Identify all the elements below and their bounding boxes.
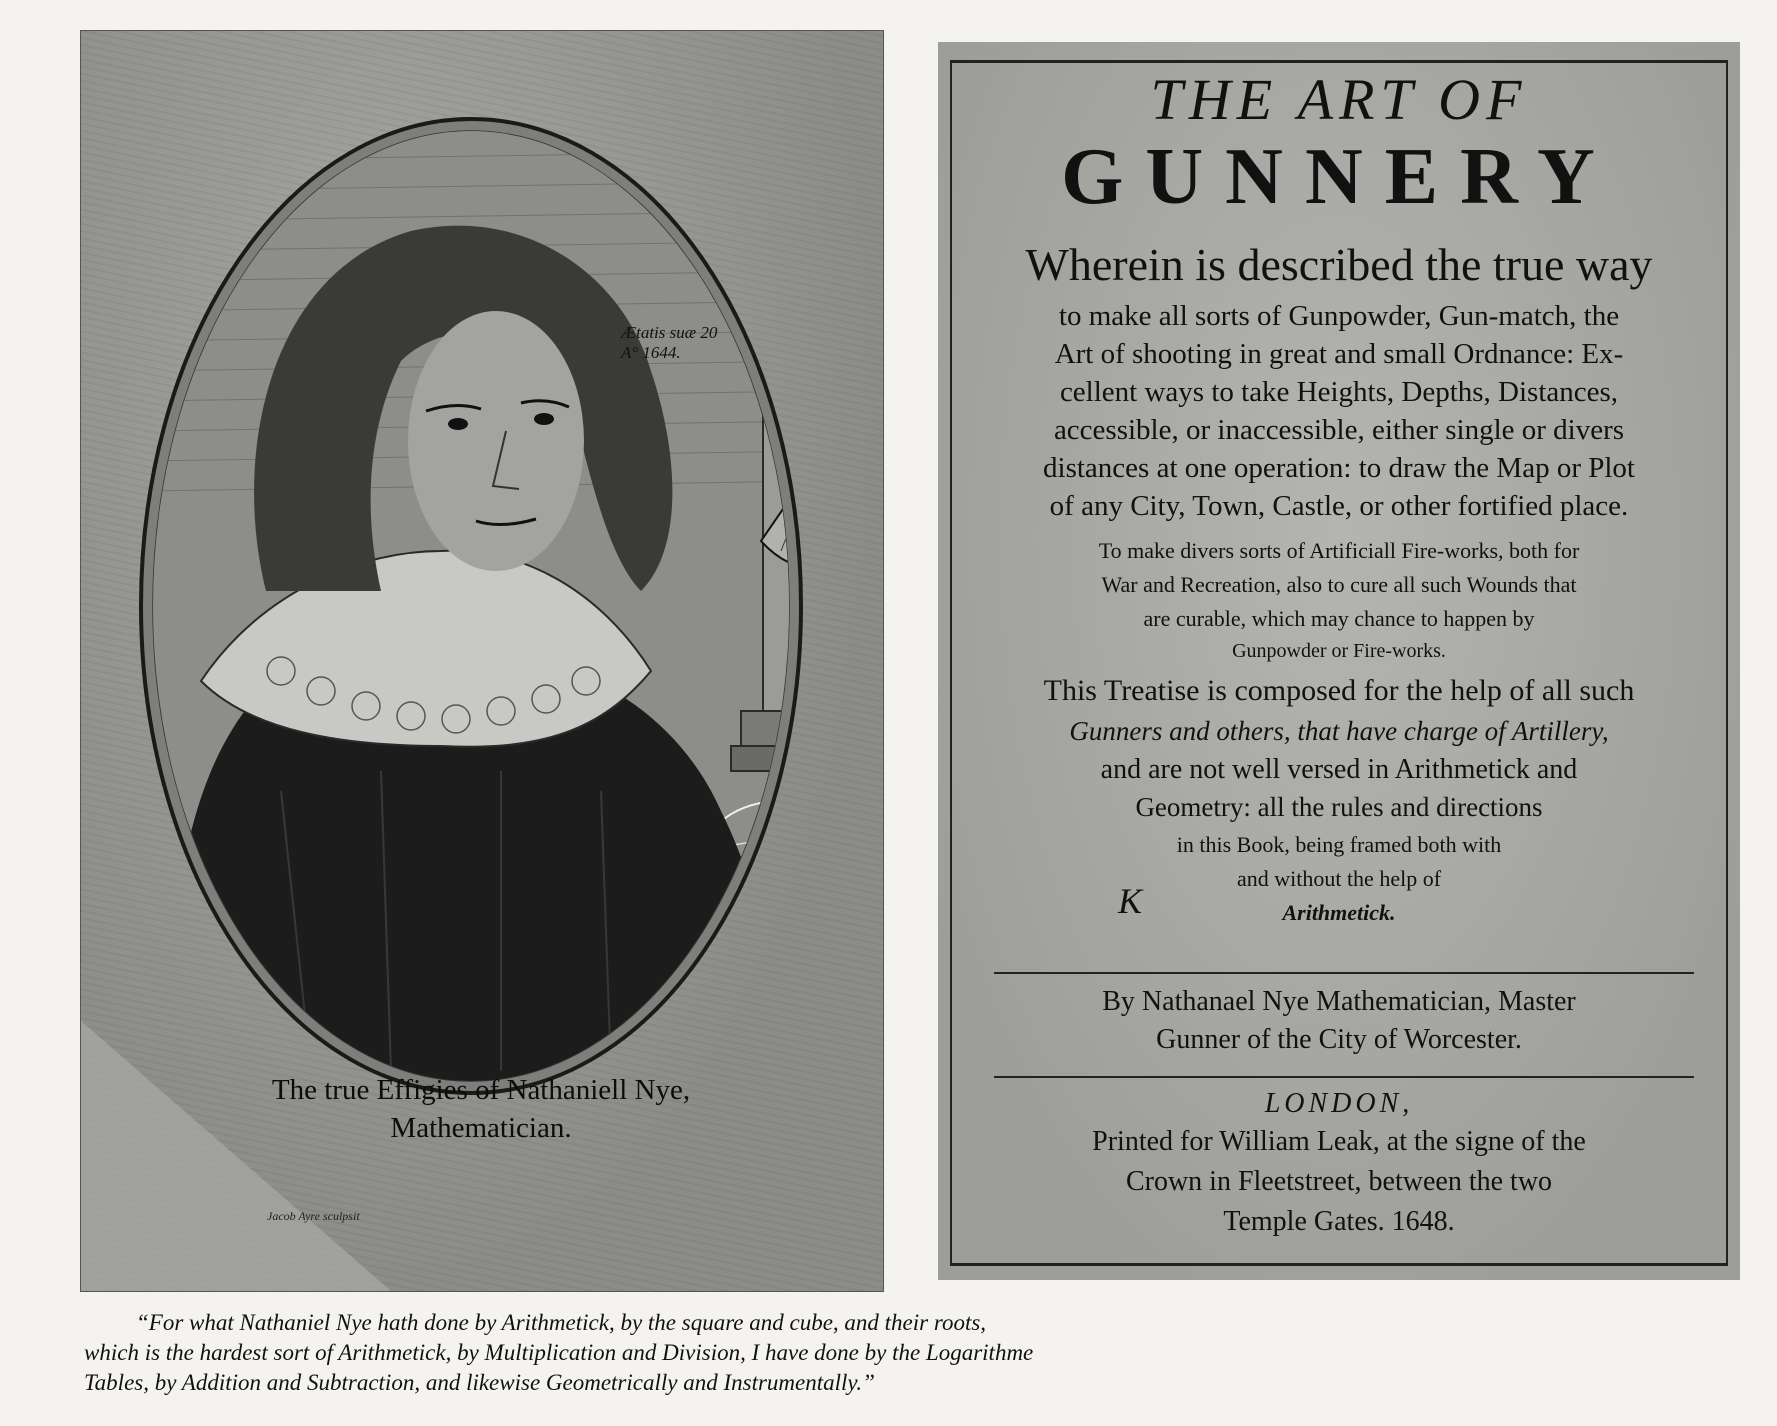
quotation-line-2: which is the hardest sort of Arithmetick, by Multiplication and Division, I have done by the Logarithme (84, 1340, 1034, 1365)
text-line-19: and without the help of (1236, 866, 1442, 891)
title-line-1: THE ART OF (1150, 67, 1528, 132)
imprint-london: LONDON, (1264, 1088, 1414, 1119)
text-line-16: and are not well versed in Arithmetick and (1100, 754, 1578, 785)
title-line-2: GUNNERY (1061, 133, 1617, 221)
text-line-7: accessible, or inaccessible, either single or divers (1053, 414, 1625, 446)
quotation-line-3: Tables, by Addition and Subtraction, and likewise Geometrically and Instrumentally.” (84, 1370, 875, 1395)
effigy-caption: The true Effigies of Nathaniell Nye, Mathematician. (271, 1074, 691, 1144)
text-line-5: Art of shooting in great and small Ordnance: Ex- (1054, 338, 1624, 370)
quotation-line-1: “For what Nathaniel Nye hath done by Arithmetick, by the square and cube, and their roots, (136, 1310, 987, 1335)
subtitle-line: Wherein is described the true way (1025, 239, 1653, 290)
text-line-18: in this Book, being framed both with (1176, 832, 1502, 857)
text-line-8: distances at one operation: to draw the Map or Plot (1043, 452, 1635, 484)
text-line-11: War and Recreation, also to cure all such Wounds that (1101, 572, 1577, 597)
divider-rule-1 (994, 972, 1694, 974)
text-line-4: to make all sorts of Gunpowder, Gun-match, the (1058, 300, 1620, 332)
text-line-10: To make divers sorts of Artificiall Fire-works, both for (1098, 538, 1580, 563)
portrait-plate (80, 30, 884, 1292)
face (408, 311, 584, 571)
text-line-12: are curable, which may chance to happen by (1143, 606, 1535, 631)
text-line-20: Arithmetick. (1282, 900, 1396, 925)
text-line-13: Gunpowder or Fire-works. (1232, 640, 1446, 662)
text-line-9: of any City, Town, Castle, or other fortified place. (1049, 490, 1629, 522)
text-line-6: cellent ways to take Heights, Depths, Distances, (1059, 376, 1619, 408)
text-line-14: This Treatise is composed for the help of all such (1043, 674, 1635, 707)
imprint-line-4: Temple Gates. 1648. (1223, 1206, 1455, 1237)
title-page (938, 42, 1740, 1280)
author-line-1: By Nathanael Nye Mathematician, Master (1102, 986, 1576, 1017)
imprint-line-2: Printed for William Leak, at the signe of the (1092, 1126, 1586, 1157)
handwritten-mark: K (1118, 881, 1143, 921)
divider-rule-2 (994, 1076, 1694, 1078)
imprint-line-3: Crown in Fleetstreet, between the two (1125, 1166, 1553, 1197)
age-inscription: Ætatis suæ 20 A° 1644. (621, 323, 718, 362)
quotation-caption (84, 1308, 1464, 1398)
engraver-signature: Jacob Ayre sculpsit (267, 1209, 360, 1223)
author-line-2: Gunner of the City of Worcester. (1156, 1024, 1522, 1055)
text-line-17: Geometry: all the rules and directions (1135, 792, 1543, 822)
text-line-15: Gunners and others, that have charge of Artillery, (1069, 716, 1609, 746)
